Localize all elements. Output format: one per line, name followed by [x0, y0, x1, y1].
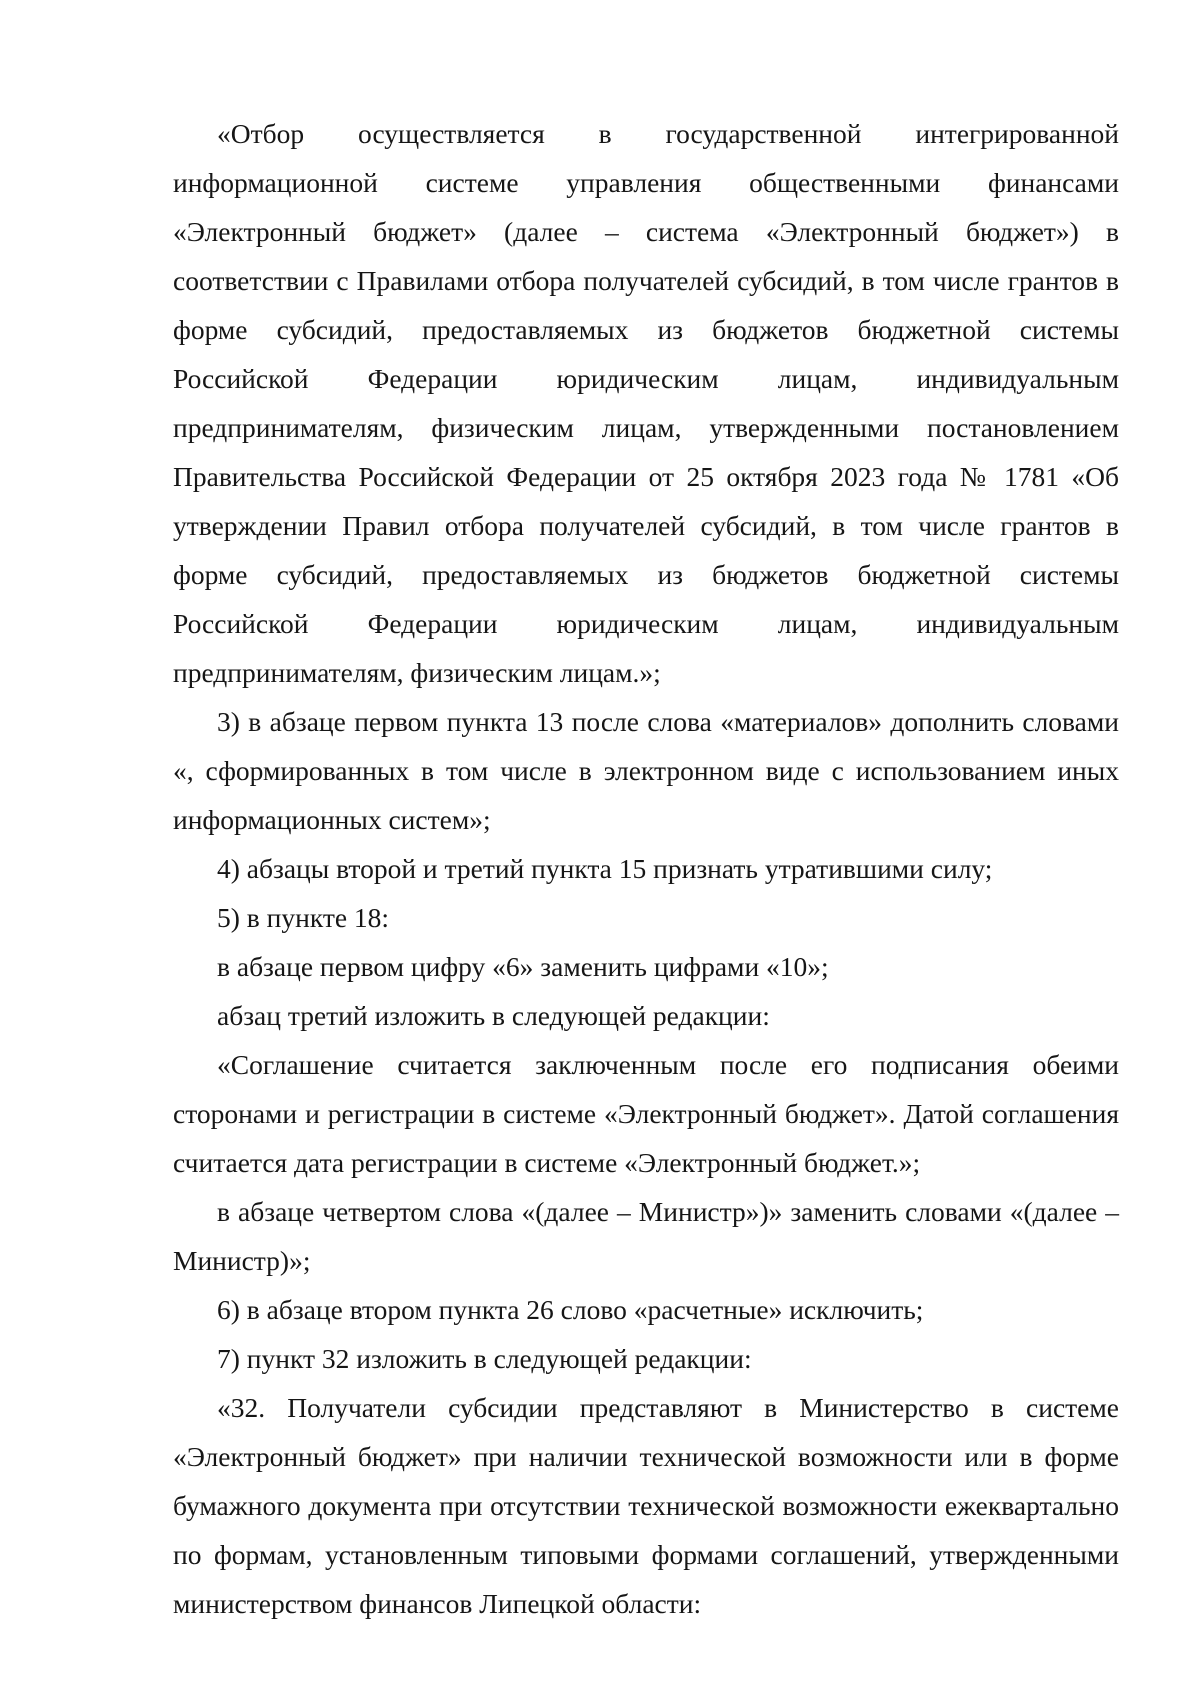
paragraph-item-32-text: «32. Получатели субсидии представляют в Министерство в системе «Электронный бюджет» при наличии технической возможности или в форме бумажного документа при отсутствии технической возможности ежеквартально по формам, установленным типовыми формами соглашений, утвержденными министерством финансов Липецкой области:: [173, 1392, 1119, 1619]
paragraph-item-5-fourth-abzac: в абзаце четвертом слова «(далее – Министр»)» заменить словами «(далее – Министр)»;: [173, 1196, 1119, 1276]
paragraph-selection-procedure: «Отбор осуществляется в государственной интегрированной информационной системе управления общественными финансами «Электронный бюджет» (далее – система «Электронный бюджет») в соответствии с Правилами отбора получателей субсидий, в том числе грантов в форме субсидий, предоставляемых из бюджетов бюджетной системы Российской Федерации юридическим лицам, индивидуальным предпринимателям, физическим лицам, утвержденными постановлением Правительства Российской Федерации от 25 октября 2023 года № 1781 «Об утверждении Правил отбора получателей субсидий, в том числе грантов в форме субсидий, предоставляемых из бюджетов бюджетной системы Российской Федерации юридическим лицам, индивидуальным предпринимателям, физическим лицам.»;: [173, 118, 1119, 688]
paragraph-agreement-text: «Соглашение считается заключенным после его подписания обеими сторонами и регистрации в системе «Электронный бюджет». Датой соглашения считается дата регистрации в системе «Электронный бюджет.»;: [173, 1049, 1119, 1178]
paragraph-item-3: 3) в абзаце первом пункта 13 после слова «материалов» дополнить словами «, сформированных в том числе в электронном виде с использованием иных информационных систем»;: [173, 706, 1119, 835]
paragraph-item-6: 6) в абзаце втором пункта 26 слово «расчетные» исключить;: [217, 1294, 924, 1325]
paragraph-item-5: 5) в пункте 18:: [217, 902, 390, 933]
paragraph-item-5-third-abzac: абзац третий изложить в следующей редакции:: [217, 1000, 770, 1031]
document-body: [173, 109, 1119, 1628]
paragraph-item-5-first-abzac: в абзаце первом цифру «6» заменить цифрами «10»;: [217, 951, 829, 982]
paragraph-item-4: 4) абзацы второй и третий пункта 15 признать утратившими силу;: [217, 853, 993, 884]
paragraph-item-7: 7) пункт 32 изложить в следующей редакции:: [217, 1343, 752, 1374]
